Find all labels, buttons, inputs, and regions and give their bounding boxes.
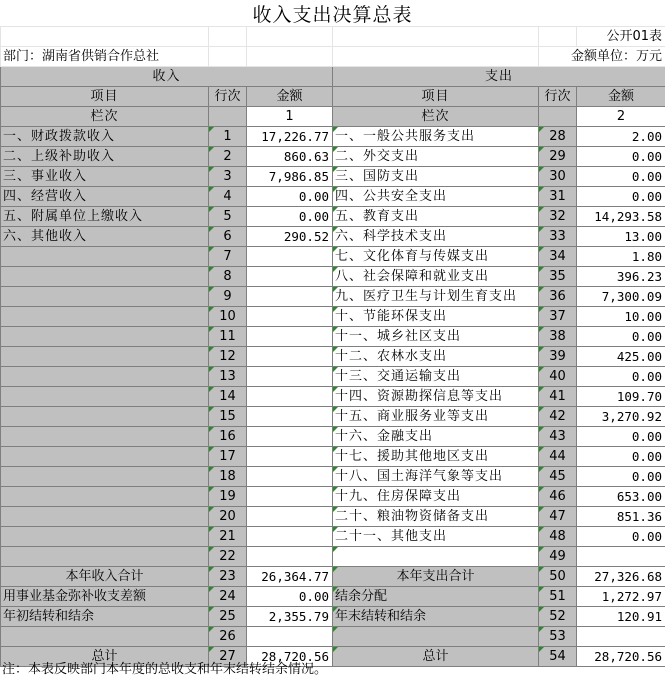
expense-amount-cell: 1.80 — [577, 247, 665, 267]
income-line-cell: 9 — [209, 287, 247, 307]
income-line-cell: 21 — [209, 527, 247, 547]
income-amount-cell — [247, 407, 333, 427]
expense-amount-cell: 0.00 — [577, 187, 665, 207]
table-row — [1, 407, 665, 427]
expense-line-cell: 53 — [539, 627, 577, 647]
expense-item-cell: 十六、金融支出 — [333, 427, 539, 447]
table-row — [1, 487, 665, 507]
income-amount-cell — [247, 627, 333, 647]
expense-item-cell — [333, 547, 539, 567]
income-line-cell: 7 — [209, 247, 247, 267]
income-line-cell: 1 — [209, 127, 247, 147]
income-amount-cell — [247, 467, 333, 487]
table-row — [1, 447, 665, 467]
expense-line-cell: 28 — [539, 127, 577, 147]
income-item-cell — [1, 447, 209, 467]
expense-amount-cell: 0.00 — [577, 167, 665, 187]
expense-line-cell: 51 — [539, 587, 577, 607]
column-number-row — [1, 107, 665, 127]
table-row — [1, 367, 665, 387]
expense-item-cell: 年末结转和结余 — [333, 607, 539, 627]
income-amount-cell: 26,364.77 — [247, 567, 333, 587]
income-line-cell: 5 — [209, 207, 247, 227]
expense-item-cell: 十八、国土海洋气象等支出 — [333, 467, 539, 487]
income-line-cell: 6 — [209, 227, 247, 247]
expense-line-cell: 33 — [539, 227, 577, 247]
income-amount-cell — [247, 547, 333, 567]
expense-item-cell: 八、社会保障和就业支出 — [333, 267, 539, 287]
expense-item-cell: 十三、交通运输支出 — [333, 367, 539, 387]
expense-line-cell: 45 — [539, 467, 577, 487]
income-item-cell: 二、上级补助收入 — [1, 147, 209, 167]
expense-amount-cell: 10.00 — [577, 307, 665, 327]
expense-section-header: 支出 — [333, 67, 665, 87]
income-item-cell — [1, 347, 209, 367]
expense-amount-cell: 13.00 — [577, 227, 665, 247]
income-item-cell: 五、附属单位上缴收入 — [1, 207, 209, 227]
income-item-cell: 三、事业收入 — [1, 167, 209, 187]
table-row — [1, 147, 665, 167]
income-amount-cell — [247, 487, 333, 507]
expense-item-cell: 十二、农林水支出 — [333, 347, 539, 367]
expense-amount-cell: 0.00 — [577, 147, 665, 167]
expense-amount-cell: 2.00 — [577, 127, 665, 147]
expense-line-cell: 47 — [539, 507, 577, 527]
income-amount-cell — [247, 367, 333, 387]
income-line-cell: 26 — [209, 627, 247, 647]
expense-item-cell: 四、公共安全支出 — [333, 187, 539, 207]
income-item-cell: 用事业基金弥补收支差额 — [1, 587, 209, 607]
expense-item-cell: 本年支出合计 — [333, 567, 539, 587]
income-line-cell: 16 — [209, 427, 247, 447]
income-line-cell: 4 — [209, 187, 247, 207]
table-row — [1, 307, 665, 327]
expense-amount-cell: 653.00 — [577, 487, 665, 507]
report-title: 收入支出决算总表 — [252, 4, 413, 26]
income-item-cell — [1, 427, 209, 447]
table-row — [1, 507, 665, 527]
income-amount-cell: 28,720.56 — [247, 647, 333, 667]
income-expense-table — [0, 26, 665, 667]
income-item-cell: 四、经营收入 — [1, 187, 209, 207]
expense-line-cell: 36 — [539, 287, 577, 307]
income-item-cell — [1, 527, 209, 547]
income-line-cell: 13 — [209, 367, 247, 387]
income-amount-cell — [247, 287, 333, 307]
income-amount-cell: 0.00 — [247, 207, 333, 227]
income-item-cell — [1, 627, 209, 647]
income-column-number: 1 — [247, 107, 333, 127]
expense-item-cell: 结余分配 — [333, 587, 539, 607]
income-item-cell — [1, 547, 209, 567]
expense-item-cell: 十五、商业服务业等支出 — [333, 407, 539, 427]
expense-amount-cell: 3,270.92 — [577, 407, 665, 427]
expense-item-cell: 二、外交支出 — [333, 147, 539, 167]
expense-line-cell: 41 — [539, 387, 577, 407]
expense-line-cell: 39 — [539, 347, 577, 367]
income-item-cell — [1, 407, 209, 427]
table-row — [1, 267, 665, 287]
income-item-cell — [1, 267, 209, 287]
income-line-cell: 22 — [209, 547, 247, 567]
form-code: 公开01表 — [577, 27, 665, 47]
income-amount-cell — [247, 447, 333, 467]
table-row — [1, 127, 665, 147]
income-item-cell — [1, 487, 209, 507]
table-row — [1, 347, 665, 367]
expense-line-cell: 38 — [539, 327, 577, 347]
income-item-cell — [1, 367, 209, 387]
expense-line-cell: 34 — [539, 247, 577, 267]
expense-item-cell: 六、科学技术支出 — [333, 227, 539, 247]
income-line-cell: 11 — [209, 327, 247, 347]
income-item-cell: 总计 — [1, 647, 209, 667]
expense-amount-cell: 14,293.58 — [577, 207, 665, 227]
income-line-cell: 15 — [209, 407, 247, 427]
section-header-row — [1, 67, 665, 87]
income-item-cell: 年初结转和结余 — [1, 607, 209, 627]
income-amount-header: 金额 — [247, 87, 333, 107]
amount-unit-label: 金额单位：万元 — [539, 47, 665, 67]
income-amount-cell: 860.63 — [247, 147, 333, 167]
expense-column-number: 2 — [577, 107, 665, 127]
table-row — [1, 207, 665, 227]
expense-amount-cell: 109.70 — [577, 387, 665, 407]
income-line-cell: 18 — [209, 467, 247, 487]
income-item-cell — [1, 247, 209, 267]
expense-amount-cell: 7,300.09 — [577, 287, 665, 307]
expense-amount-cell: 0.00 — [577, 527, 665, 547]
expense-line-cell: 29 — [539, 147, 577, 167]
expense-item-cell: 十一、城乡社区支出 — [333, 327, 539, 347]
income-item-header: 项目 — [1, 87, 209, 107]
income-item-cell — [1, 307, 209, 327]
table-row — [1, 247, 665, 267]
expense-amount-cell: 27,326.68 — [577, 567, 665, 587]
income-line-cell: 27 — [209, 647, 247, 667]
expense-item-cell: 三、国防支出 — [333, 167, 539, 187]
expense-line-cell: 44 — [539, 447, 577, 467]
expense-item-cell: 五、教育支出 — [333, 207, 539, 227]
expense-line-cell: 35 — [539, 267, 577, 287]
table-row — [1, 327, 665, 347]
expense-item-cell — [333, 627, 539, 647]
summary-row — [1, 607, 665, 627]
expense-amount-cell — [577, 547, 665, 567]
income-line-cell: 2 — [209, 147, 247, 167]
table-row — [1, 467, 665, 487]
expense-line-header: 行次 — [539, 87, 577, 107]
income-item-cell: 一、财政拨款收入 — [1, 127, 209, 147]
expense-amount-cell: 0.00 — [577, 427, 665, 447]
table-row — [1, 527, 665, 547]
income-amount-cell: 7,986.85 — [247, 167, 333, 187]
income-line-cell: 10 — [209, 307, 247, 327]
table-row — [1, 287, 665, 307]
expense-column-label: 栏次 — [333, 107, 539, 127]
income-amount-cell: 17,226.77 — [247, 127, 333, 147]
income-amount-cell: 0.00 — [247, 587, 333, 607]
income-amount-cell: 2,355.79 — [247, 607, 333, 627]
expense-line-cell: 40 — [539, 367, 577, 387]
expense-item-cell: 十、节能环保支出 — [333, 307, 539, 327]
income-line-cell: 12 — [209, 347, 247, 367]
expense-item-cell: 九、医疗卫生与计划生育支出 — [333, 287, 539, 307]
income-line-cell: 14 — [209, 387, 247, 407]
expense-amount-cell: 28,720.56 — [577, 647, 665, 667]
income-line-cell: 17 — [209, 447, 247, 467]
expense-item-header: 项目 — [333, 87, 539, 107]
expense-line-cell: 42 — [539, 407, 577, 427]
income-amount-cell — [247, 347, 333, 367]
expense-line-cell: 32 — [539, 207, 577, 227]
income-item-cell — [1, 467, 209, 487]
form-code-row — [1, 27, 665, 47]
income-amount-cell: 290.52 — [247, 227, 333, 247]
expense-amount-cell: 396.23 — [577, 267, 665, 287]
expense-line-cell: 49 — [539, 547, 577, 567]
expense-item-cell: 一、一般公共服务支出 — [333, 127, 539, 147]
income-line-cell: 25 — [209, 607, 247, 627]
income-line-cell: 23 — [209, 567, 247, 587]
expense-line-cell: 37 — [539, 307, 577, 327]
income-amount-cell: 0.00 — [247, 187, 333, 207]
income-amount-cell — [247, 507, 333, 527]
income-line-header: 行次 — [209, 87, 247, 107]
expense-item-cell: 七、文化体育与传媒支出 — [333, 247, 539, 267]
expense-amount-cell: 0.00 — [577, 467, 665, 487]
expense-item-cell: 十七、援助其他地区支出 — [333, 447, 539, 467]
income-line-cell: 19 — [209, 487, 247, 507]
income-amount-cell — [247, 387, 333, 407]
department-label: 部门：湖南省供销合作总社 — [1, 47, 209, 67]
summary-row — [1, 627, 665, 647]
column-header-row — [1, 87, 665, 107]
income-amount-cell — [247, 307, 333, 327]
income-column-label: 栏次 — [1, 107, 209, 127]
table-row — [1, 167, 665, 187]
expense-line-cell: 30 — [539, 167, 577, 187]
expense-amount-header: 金额 — [577, 87, 665, 107]
income-amount-cell — [247, 527, 333, 547]
income-item-cell — [1, 387, 209, 407]
expense-line-cell: 50 — [539, 567, 577, 587]
income-item-cell — [1, 327, 209, 347]
income-line-cell: 3 — [209, 167, 247, 187]
expense-line-cell: 52 — [539, 607, 577, 627]
meta-row — [1, 47, 665, 67]
summary-row — [1, 567, 665, 587]
expense-amount-cell: 0.00 — [577, 447, 665, 467]
income-line-cell: 8 — [209, 267, 247, 287]
income-item-cell — [1, 287, 209, 307]
table-row — [1, 187, 665, 207]
income-line-cell: 20 — [209, 507, 247, 527]
expense-amount-cell: 1,272.97 — [577, 587, 665, 607]
table-row — [1, 227, 665, 247]
income-item-cell — [1, 507, 209, 527]
table-row — [1, 547, 665, 567]
expense-amount-cell — [577, 627, 665, 647]
expense-item-cell: 二十一、其他支出 — [333, 527, 539, 547]
income-amount-cell — [247, 427, 333, 447]
expense-item-cell: 十九、住房保障支出 — [333, 487, 539, 507]
expense-amount-cell: 851.36 — [577, 507, 665, 527]
income-item-cell: 本年收入合计 — [1, 567, 209, 587]
expense-item-cell: 十四、资源勘探信息等支出 — [333, 387, 539, 407]
table-row — [1, 427, 665, 447]
income-section-header: 收入 — [1, 67, 333, 87]
income-item-cell: 六、其他收入 — [1, 227, 209, 247]
expense-line-cell: 48 — [539, 527, 577, 547]
expense-line-cell: 46 — [539, 487, 577, 507]
expense-item-cell: 二十、粮油物资储备支出 — [333, 507, 539, 527]
expense-amount-cell: 425.00 — [577, 347, 665, 367]
expense-line-cell: 43 — [539, 427, 577, 447]
income-amount-cell — [247, 247, 333, 267]
income-amount-cell — [247, 267, 333, 287]
income-line-cell: 24 — [209, 587, 247, 607]
summary-row — [1, 587, 665, 607]
expense-line-cell: 54 — [539, 647, 577, 667]
footnote: 注：本表反映部门本年度的总收支和年末结转结余情况。 — [2, 662, 328, 677]
table-row — [1, 387, 665, 407]
expense-item-cell: 总计 — [333, 647, 539, 667]
expense-amount-cell: 120.91 — [577, 607, 665, 627]
expense-line-cell: 31 — [539, 187, 577, 207]
income-amount-cell — [247, 327, 333, 347]
expense-amount-cell: 0.00 — [577, 327, 665, 347]
expense-amount-cell: 0.00 — [577, 367, 665, 387]
